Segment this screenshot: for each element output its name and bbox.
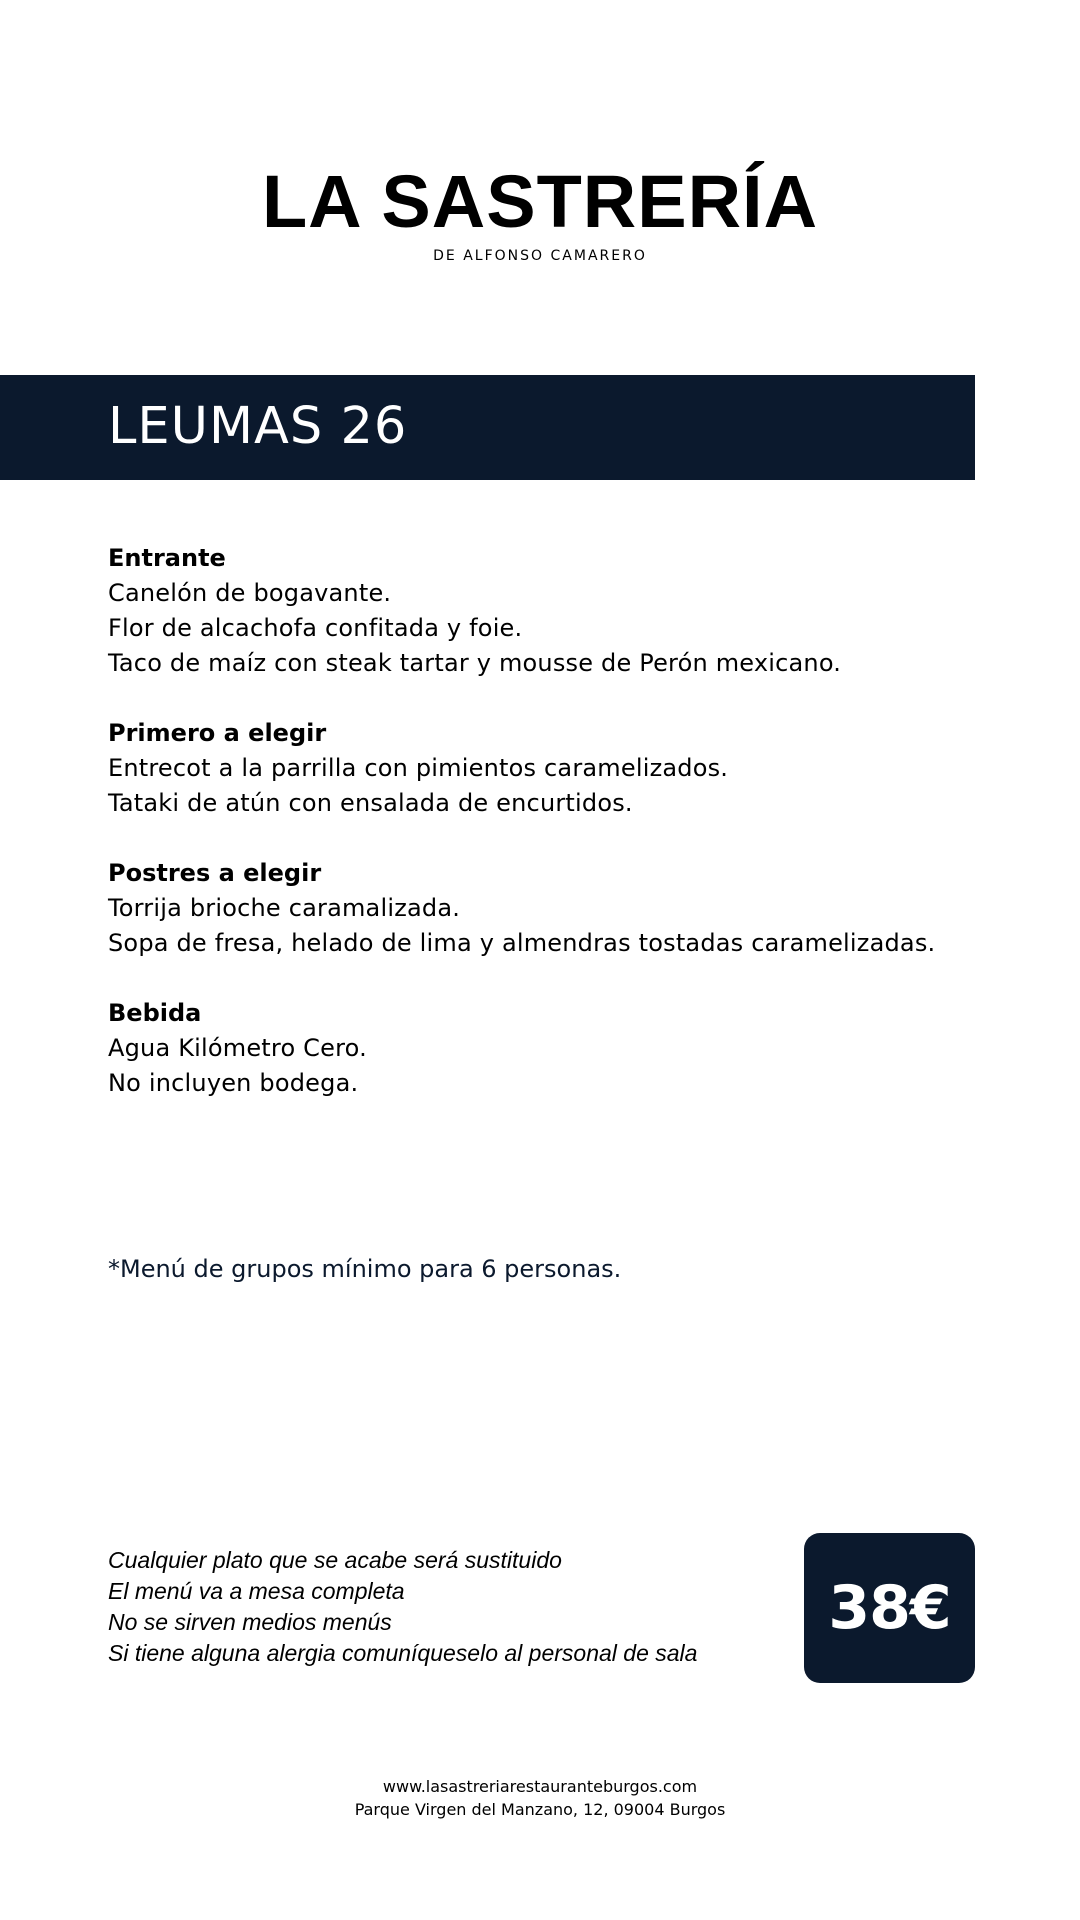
- menu-title-band: [0, 375, 975, 480]
- price-badge: [804, 1533, 975, 1683]
- restaurant-name: LA SASTRERÍA: [261, 160, 819, 243]
- menu-item: Tataki de atún con ensalada de encurtidos.: [108, 789, 633, 817]
- menu-item: Agua Kilómetro Cero.: [108, 1034, 367, 1062]
- menu-item: Flor de alcachofa confitada y foie.: [108, 614, 523, 642]
- menu-item: Torrija brioche caramalizada.: [108, 894, 461, 922]
- menu-sections: [108, 541, 1008, 1136]
- menu-item: No incluyen bodega.: [108, 1069, 359, 1097]
- menu-item: Sopa de fresa, helado de lima y almendras tostadas caramelizadas.: [108, 929, 936, 957]
- condition-line: El menú va a mesa completa: [108, 1578, 405, 1604]
- address-text: Parque Virgen del Manzano, 12, 09004 Burgos: [354, 1800, 726, 1819]
- menu-item: Entrecot a la parrilla con pimientos caramelizados.: [108, 754, 729, 782]
- menu-item: Taco de maíz con steak tartar y mousse de Perón mexicano.: [108, 649, 842, 677]
- section-primero: [108, 716, 1008, 821]
- group-menu-note: *Menú de grupos mínimo para 6 personas.: [108, 1255, 622, 1283]
- condition-line: Si tiene alguna alergia comuníqueselo al personal de sala: [108, 1640, 698, 1666]
- menu-item: Canelón de bogavante.: [108, 579, 392, 607]
- section-postres: [108, 856, 1008, 961]
- menu-title: LEUMAS 26: [108, 397, 408, 456]
- section-entrante: [108, 541, 1008, 681]
- section-heading: Entrante: [108, 544, 226, 572]
- conditions-list: [108, 1545, 788, 1669]
- condition-line: No se sirven medios menús: [108, 1609, 392, 1635]
- website-link[interactable]: www.lasastreriarestauranteburgos.com: [382, 1777, 698, 1796]
- section-heading: Bebida: [108, 999, 202, 1027]
- price-value: 38€: [828, 1573, 951, 1643]
- section-heading: Postres a elegir: [108, 859, 322, 887]
- section-bebida: [108, 996, 1008, 1101]
- condition-line: Cualquier plato que se acabe será sustituido: [108, 1547, 562, 1573]
- section-heading: Primero a elegir: [108, 719, 327, 747]
- restaurant-subtitle: DE ALFONSO CAMARERO: [433, 248, 647, 264]
